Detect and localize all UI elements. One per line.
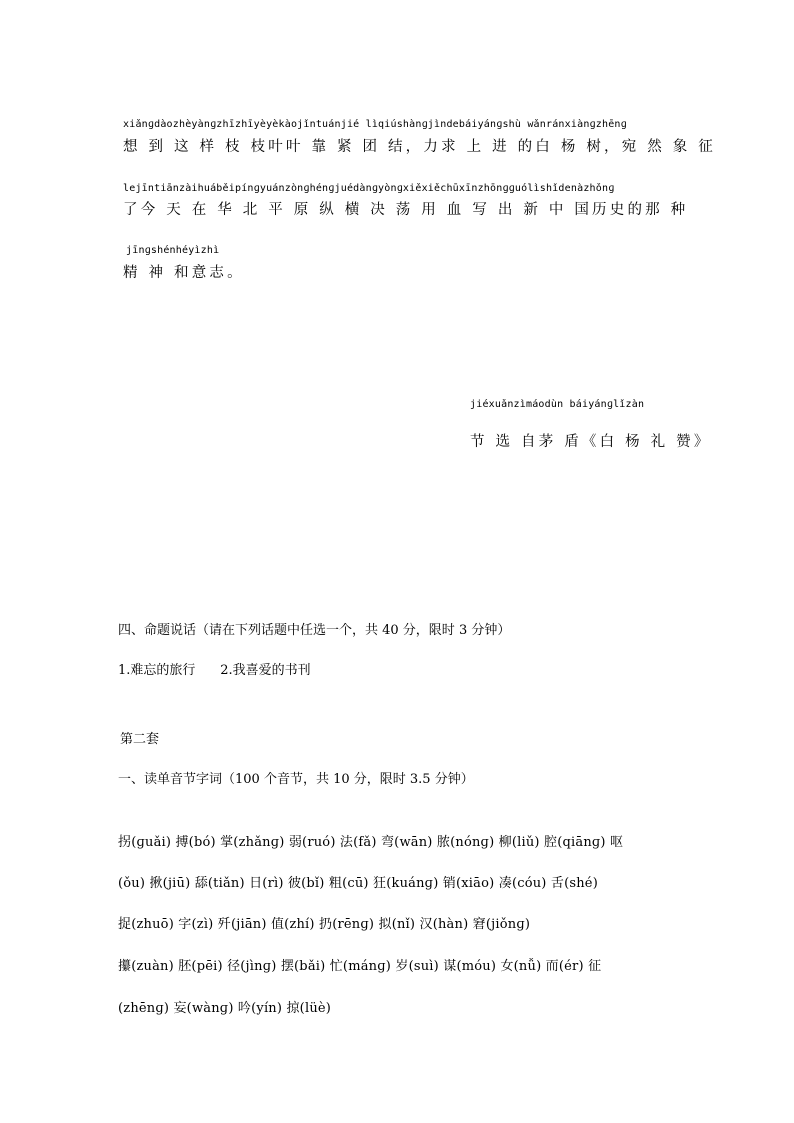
passage-line-3-pinyin: jīnɡshénhéyìzhì — [126, 245, 220, 256]
source-text: 节 选 自茅 盾《白 杨 礼 赞》 — [470, 434, 712, 450]
word-line-4: 攥(zuàn) 胚(pēi) 径(jìnɡ) 摆(bǎi) 忙(mánɡ) 岁(suì) 谋(móu) 女(nǚ) 而(ér) 征 — [118, 959, 602, 974]
passage-line-1-pinyin: xiǎnɡdàozhèyànɡzhīzhīyèyèkàojǐntuánjié lìqiúshànɡjìndebáiyánɡshù wǎnránxiànɡzhēnɡ — [123, 119, 627, 130]
source-pinyin: jiéxuǎnzìmáodùn báiyánɡlǐzàn — [470, 399, 645, 410]
section4-topics: 1.难忘的旅行 2.我喜爱的书刊 — [118, 663, 311, 678]
passage-line-1-text: 想 到 这 样 枝 枝叶叶 靠 紧 团 结，力求 上 进 的白 杨 树，宛 然 象 征 — [123, 139, 716, 155]
passage-line-3-text: 精 神 和意志。 — [123, 265, 245, 281]
word-line-5: (zhēnɡ) 妄(wànɡ) 吟(yín) 掠(lüè) — [118, 1001, 332, 1016]
set2-part1-heading: 一、读单音节字词（100 个音节，共 10 分，限时 3.5 分钟） — [118, 772, 474, 787]
passage-line-2-pinyin: lejīntiānzàihuáběipínɡyuánzònɡhénɡjuédànɡyònɡxiěxiěchūxīnzhōnɡɡuólìshǐdenàzhǒnɡ — [123, 183, 615, 194]
word-line-2: (ǒu) 揪(jiū) 舔(tiǎn) 日(rì) 彼(bǐ) 粗(cū) 狂(kuánɡ) 销(xiāo) 凑(cóu) 舌(shé) — [118, 876, 598, 891]
section4-heading: 四、命题说话（请在下列话题中任选一个，共 40 分，限时 3 分钟） — [118, 623, 511, 638]
word-line-3: 捉(zhuō) 字(zì) 歼(jiān) 值(zhí) 扔(rēnɡ) 拟(nǐ) 汉(hàn) 窘(jiǒnɡ) — [118, 917, 531, 932]
word-line-1: 拐(ɡuǎi) 搏(bó) 掌(zhǎnɡ) 弱(ruó) 法(fǎ) 弯(wān) 脓(nónɡ) 柳(liǔ) 腔(qiānɡ) 呕 — [118, 835, 624, 850]
passage-line-2-text: 了今 天 在 华 北 平 原 纵 横 决 荡 用 血 写 出 新 中 国历史的那 种 — [123, 202, 689, 218]
set2-title: 第二套 — [120, 732, 160, 747]
